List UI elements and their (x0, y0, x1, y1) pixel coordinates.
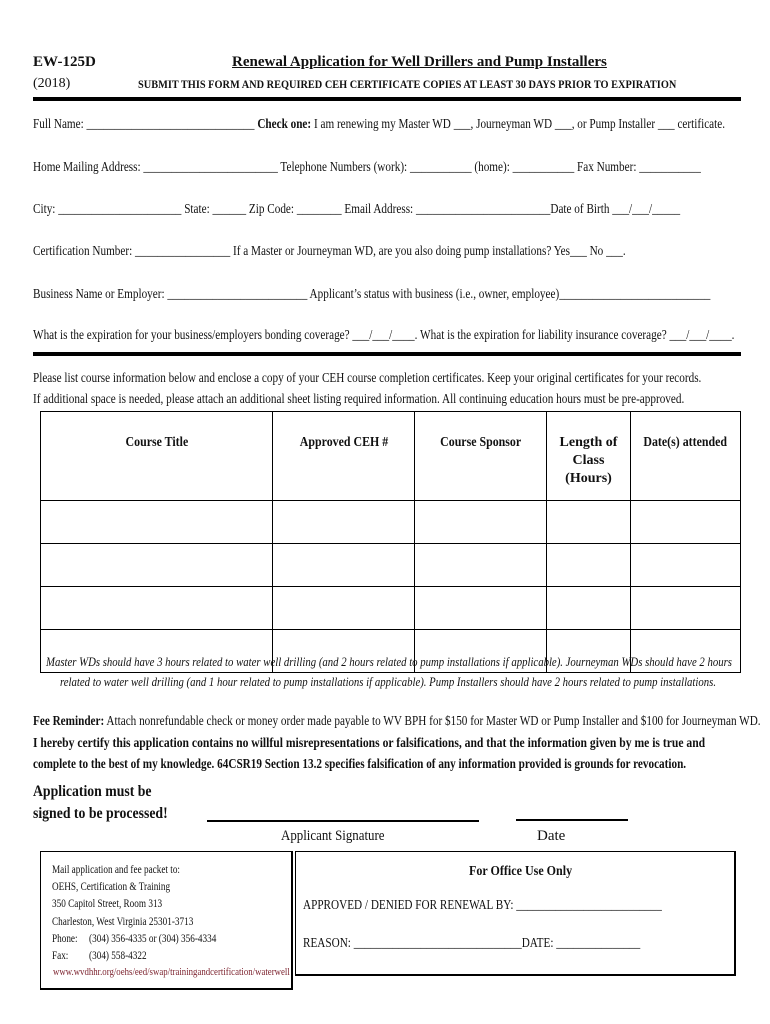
mailing-address (52, 862, 216, 965)
table-cell[interactable] (631, 587, 741, 630)
table-row (41, 544, 741, 587)
table-cell[interactable] (547, 544, 631, 587)
mail-line: Phone: (304) 356-4335 or (304) 356-4334 (52, 932, 217, 945)
must-sign-line-2: signed to be processed! (33, 805, 168, 822)
mail-line: Charleston, West Virginia 25301-3713 (52, 915, 194, 928)
table-cell[interactable] (631, 544, 741, 587)
table-cell[interactable] (273, 501, 415, 544)
date-line[interactable] (516, 819, 628, 821)
certificate-type-text: I am renewing my Master WD ___, Journeyman WD ___, or Pump Installer ___ certificate. (313, 117, 726, 132)
hours-note-line-1: Master WDs should have 3 hours related to water well drilling (and 2 hours related to pump installations if applicable). Journeyman WDs should have 2 hours (46, 655, 732, 669)
signature-line[interactable] (207, 820, 479, 822)
table-cell[interactable] (41, 587, 273, 630)
form-code: EW-125D (33, 54, 96, 70)
class-length-header: Length of Class (Hours) (547, 412, 631, 501)
date-label: Date (537, 828, 566, 844)
table-cell[interactable] (415, 587, 547, 630)
certify-line-2: complete to the best of my knowledge. 64CSR19 Section 13.2 specifies falsification of any information provided is grounds for revocation. (33, 757, 687, 772)
form-year: (2018) (33, 76, 71, 91)
business-line[interactable]: Business Name or Employer: _________________________ Applicant’s status with business (i.e., owner, employee)___________________________ (33, 287, 711, 302)
fee-reminder-label: Fee Reminder: (33, 714, 105, 729)
table-cell[interactable] (273, 544, 415, 587)
certify-line-1: I hereby certify this application contains no willful misrepresentations or falsifications, and that the information given by me is true and (33, 736, 706, 751)
office-use-title: For Office Use Only (469, 864, 573, 879)
website-link[interactable]: www.wvdhhr.org/oehs/eed/swap/trainingandcertification/waterwell (53, 966, 290, 978)
hours-note-line-2: related to water well drilling (and 1 hour related to pump installations if applicable). Pump Installers should have 2 hours related to pump installations. (60, 675, 717, 689)
table-cell[interactable] (631, 501, 741, 544)
fee-reminder (33, 714, 761, 730)
course-sponsor-header: Course Sponsor (415, 412, 547, 501)
address-line[interactable]: Home Mailing Address: ________________________ Telephone Numbers (work): ___________ (home): ___________ Fax Number: ___________ (33, 160, 701, 175)
mail-line: Mail application and fee packet to: (52, 864, 180, 876)
table-cell[interactable] (41, 544, 273, 587)
approval-line[interactable]: APPROVED / DENIED FOR RENEWAL BY: __________________________ (303, 898, 662, 913)
must-sign-line-1: Application must be (33, 783, 152, 800)
instructions-line-2: If additional space is needed, please attach an additional sheet listing required information. All continuing education hours must be pre-approved. (33, 392, 685, 407)
table-cell[interactable] (415, 501, 547, 544)
table-header-row (41, 412, 741, 501)
mail-line: 350 Capitol Street, Room 313 (52, 898, 163, 911)
instructions-line-1: Please list course information below and enclose a copy of your CEH course completion certificates. Keep your original certificates for your records. (33, 371, 702, 386)
mail-line: Fax: (304) 558-4322 (52, 950, 147, 963)
signature-label: Applicant Signature (281, 828, 385, 844)
fields-divider (33, 352, 741, 356)
fee-reminder-text: Attach nonrefundable check or money order made payable to WV BPH for $150 for Master WD or Pump Installer and $100 for Journeyman WD. (106, 714, 761, 729)
full-name-line[interactable] (33, 117, 725, 133)
table-cell[interactable] (547, 501, 631, 544)
certification-line[interactable]: Certification Number: _________________ If a Master or Journeyman WD, are you also doing pump installations? Yes___ No ___. (33, 244, 626, 259)
table-cell[interactable] (41, 501, 273, 544)
dates-attended-header: Date(s) attended (631, 412, 741, 501)
table-cell[interactable] (547, 587, 631, 630)
table-cell[interactable] (415, 544, 547, 587)
approved-ceh-header: Approved CEH # (273, 412, 415, 501)
table-cell[interactable] (273, 587, 415, 630)
mail-line: OEHS, Certification & Training (52, 881, 171, 894)
full-name-label: Full Name: ______________________________ (33, 117, 255, 132)
expiration-line[interactable]: What is the expiration for your business/employers bonding coverage? ___/___/____. What is the expiration for liability insurance coverage? ___/___/____. (33, 328, 735, 343)
table-row (41, 587, 741, 630)
check-one-label: Check one: (257, 117, 312, 132)
form-subtitle: SUBMIT THIS FORM AND REQUIRED CEH CERTIFICATE COPIES AT LEAST 30 DAYS PRIOR TO EXPIRATION (138, 77, 677, 91)
course-title-header: Course Title (41, 412, 273, 501)
form-title: Renewal Application for Well Drillers and Pump Installers (232, 54, 607, 70)
course-table (40, 411, 741, 673)
city-line[interactable]: City: ______________________ State: ______ Zip Code: ________ Email Address: ________________________Date of Birth ___/___/_____ (33, 202, 681, 217)
reason-line[interactable]: REASON: ______________________________DATE: _______________ (303, 936, 641, 951)
table-row (41, 501, 741, 544)
header-divider (33, 97, 741, 101)
